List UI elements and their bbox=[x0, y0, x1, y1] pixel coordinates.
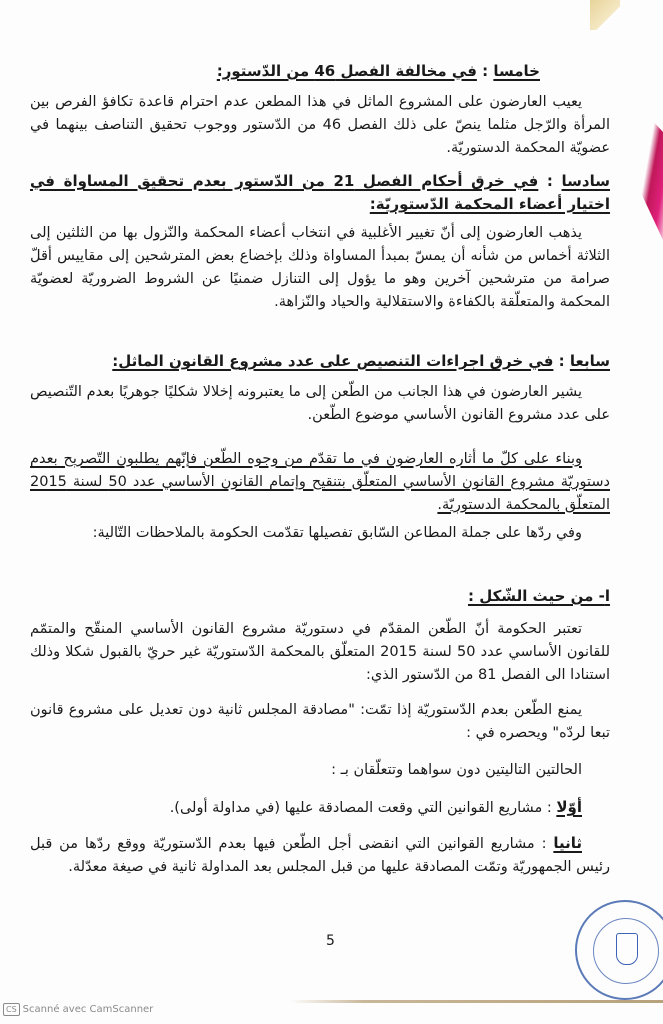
case-second bbox=[30, 832, 610, 879]
case-first-text: : مشاريع القوانين التي وقعت المصادقة عليها (في مداولة أولى). bbox=[169, 800, 557, 816]
section-sixth-heading: سادسا : في خرق أحكام الفصل 21 من الدّستور بعدم تحقيق المساواة في اختيار أعضاء المحكمة الدّستوريّة: bbox=[30, 172, 610, 213]
case-first bbox=[30, 796, 610, 820]
form-paragraph-1: تعتبر الحكومة أنّ الطّعن المقدّم في دستوريّة مشروع القانون الأساسي المنقّح والمتمّم للقانون الأساسي عدد 50 لسنة 2015 المتعلّق بالمحكمة الدّستوريّة غير حريّ بالقبول شكلا وذلك استنادا الى الفصل 81 من الدّستور الذي: bbox=[30, 621, 610, 683]
case-second-text: : مشاريع القوانين التي انقضى أجل الطّعن فيها بعدم الدّستوريّة ووقع ردّها من قبل رئيس الجمهوريّة وتمّت المصادقة عليها من قبل المجلس بعد المداولة ثانية في صيغة معدّلة. bbox=[30, 836, 610, 875]
section-fifth bbox=[30, 60, 610, 160]
case-second-label: ثانيا bbox=[553, 834, 582, 852]
form-heading-title: - من حيث الشّكل : bbox=[467, 587, 605, 605]
section-seventh-paragraph: يشير العارضون في هذا الجانب من الطّعن إلى ما يعتبرونه إخلالا شكليًا جوهريًا بعدم التّنصيص على عدد مشروع القانون الأساسي موضوع الطّعن. bbox=[30, 384, 610, 423]
section-seventh bbox=[30, 350, 610, 427]
seal-inner-ring bbox=[593, 918, 659, 984]
form-section bbox=[30, 585, 610, 879]
pink-page-edge bbox=[635, 120, 663, 240]
section-seventh-heading: سابعا : في خرق اجراءات التنصيص على عدد مشروع القانون الماثل: bbox=[112, 352, 610, 370]
government-intro-paragraph: وفي ردّها على جملة المطاعن السّابق تفصيلها تقدّمت الحكومة بالملاحظات التّالية: bbox=[92, 525, 582, 541]
heading-label: سابعا bbox=[569, 352, 610, 370]
camscanner-text: Scanné avec CamScanner bbox=[22, 1004, 154, 1015]
form-heading-label: ا bbox=[604, 587, 610, 605]
heading-title: في مخالفة الفصل 46 من الدّستور: bbox=[216, 62, 477, 80]
conclusion-block bbox=[30, 448, 610, 517]
form-paragraph-2: يمنع الطّعن بعدم الدّستوريّة إذا تمّت: "مصادقة المجلس ثانية دون تعديل على مشروع قانون تبعا لردّه" ويحصره في : bbox=[30, 702, 610, 741]
paper-corner-fold bbox=[590, 0, 620, 30]
coat-of-arms-icon bbox=[616, 933, 638, 965]
form-heading bbox=[30, 585, 610, 608]
form-paragraph-3: الحالتين التاليتين دون سواهما وتتعلّقان بـ : bbox=[331, 762, 582, 778]
section-sixth-paragraph: يذهب العارضون إلى أنّ تغيير الأغلبية في انتخاب أعضاء المحكمة والنّزول بها من الثلثين إلى الثلاثة أخماس من شأنه أن يمسّ بمبدأ المساواة وذلك بإخضاع بعض المترشحين إلى مقاييس أقلّ صرامة من مترشحين آخرين وهو ما يؤول إلى التنازل ضمنيًا عن الشروط الضروريّة لعضويّة المحكمة والمتعلّقة بالكفاءة والاستقلالية والحياد والنّزاهة. bbox=[30, 225, 610, 310]
page-bottom-edge bbox=[290, 1000, 663, 1003]
conclusion-paragraph: وبناء على كلّ ما أثاره العارضون في ما تقدّم من وجوه الطّعن فإنّهم يطلبون التّصريح بعدم دستوريّة مشروع القانون الأساسي المتعلّق بتنقيح وإتمام القانون الأساسي عدد 50 لسنة 2015 المتعلّق بالمحكمة الدستوريّة. bbox=[30, 451, 610, 513]
heading-title: في خرق اجراءات التنصيص على عدد مشروع القانون الماثل: bbox=[112, 352, 554, 370]
camscanner-watermark bbox=[3, 1003, 153, 1016]
government-intro-block bbox=[30, 518, 610, 548]
section-fifth-heading: خامسا : في مخالفة الفصل 46 من الدّستور: bbox=[216, 62, 540, 80]
heading-label: خامسا bbox=[493, 62, 540, 80]
official-seal-stamp bbox=[575, 900, 663, 1000]
camscanner-logo-icon: CS bbox=[3, 1003, 20, 1016]
heading-label: سادسا bbox=[561, 172, 610, 190]
section-sixth bbox=[30, 170, 610, 314]
page-number: 5 bbox=[326, 933, 335, 949]
heading-title: في خرق أحكام الفصل 21 من الدّستور بعدم تحقيق المساواة في اختيار أعضاء المحكمة الدّستوريّة: bbox=[30, 172, 610, 213]
section-fifth-paragraph: يعيب العارضون على المشروع الماثل في هذا المطعن عدم احترام قاعدة تكافؤ الفرص بين المرأة والرّجل مثلما ينصّ على ذلك الفصل 46 من الدّستور ووجوب تحقيق التناصف بينهما في عضويّة المحكمة الدستوريّة. bbox=[30, 94, 610, 156]
case-first-label: أوّلا bbox=[556, 798, 582, 816]
